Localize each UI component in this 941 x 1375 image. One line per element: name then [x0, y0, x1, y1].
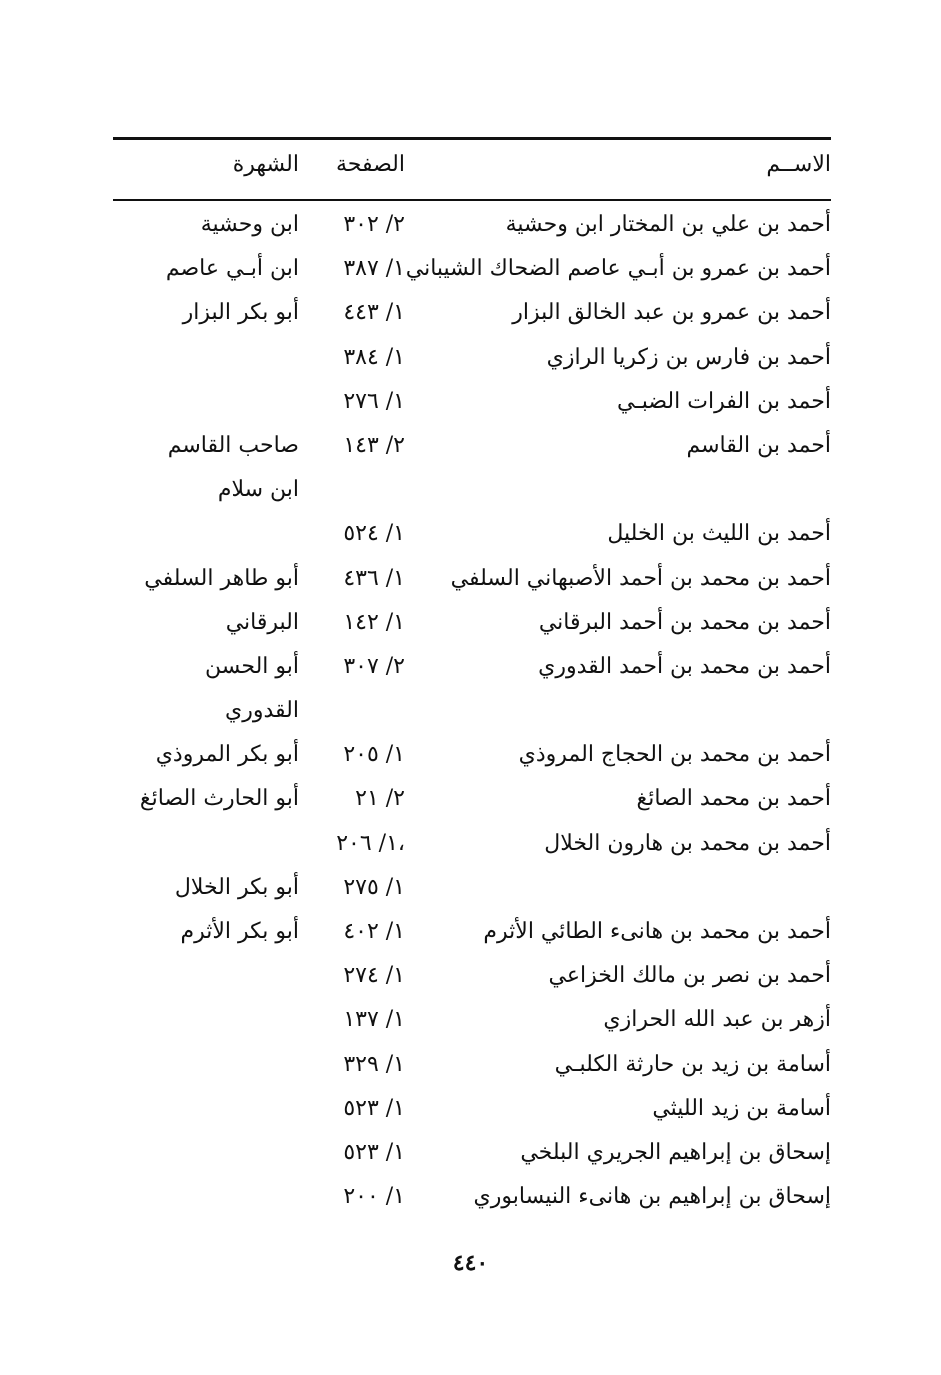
- row-page: ١/ ٤٠٢: [343, 919, 405, 944]
- row-name: أسامة بن زيد الليثي: [652, 1095, 831, 1121]
- header-page: الصفحة: [335, 152, 405, 177]
- row-name: أحمد بن الفرات الضبـي: [616, 388, 831, 414]
- row-page: ١/ ٣٨٧: [343, 256, 405, 282]
- row-page: ١/ ٢٠٥: [343, 742, 405, 768]
- row-page: ١/ ٢٠٠: [343, 1184, 405, 1210]
- table-row: [0, 1047, 941, 1091]
- row-page: ١/ ٣٨٤: [343, 344, 405, 370]
- table-row: [0, 472, 941, 516]
- row-page: ١/ ٢٧٥: [343, 874, 405, 900]
- table-row: [0, 207, 941, 251]
- row-name: إسحاق بن إبراهيم الجريري البلخي: [520, 1139, 831, 1165]
- table-row: [0, 251, 941, 295]
- row-page: ٢/ ٢١: [355, 786, 405, 812]
- row-page: ١/ ٢٠٦،: [336, 830, 405, 856]
- row-name: أسامة بن زيد بن حارثة الكلبـي: [554, 1051, 831, 1077]
- row-fame: أبو الحسن: [205, 653, 299, 679]
- table-row: [0, 516, 941, 560]
- row-page: ١/ ٥٢٤: [343, 521, 405, 547]
- header-rule: [113, 199, 831, 201]
- table-row: [0, 561, 941, 605]
- row-name: إسحاق بن إبراهيم بن هانىء النيسابوري: [473, 1184, 831, 1210]
- row-fame: ابن سلام: [217, 477, 299, 503]
- row-name: أزهر بن عبد الله الحرازي: [603, 1007, 831, 1033]
- row-name: أحمد بن نصر بن مالك الخزاعي: [548, 963, 831, 989]
- table-row: [0, 781, 941, 825]
- row-fame: ابن أبـي عاصم: [165, 256, 299, 282]
- row-name: أحمد بن عمرو بن عبد الخالق البزار: [512, 300, 831, 326]
- row-fame: القدوري: [225, 698, 299, 724]
- row-fame: ابن وحشية: [200, 212, 299, 237]
- table-body: [0, 207, 941, 1223]
- table-row: [0, 605, 941, 649]
- page-number: ٤٤٠: [452, 1250, 489, 1276]
- row-page: ١/ ٥٢٣: [343, 1095, 405, 1121]
- table-row: [0, 1179, 941, 1223]
- table-row: [0, 826, 941, 870]
- header-fame: الشهرة: [232, 152, 299, 177]
- table-row: [0, 1002, 941, 1046]
- row-name: أحمد بن محمد بن أحمد البرقاني: [538, 609, 831, 635]
- row-page: ١/ ١٤٢: [343, 609, 405, 635]
- row-name: أحمد بن فارس بن زكريا الرازي: [546, 344, 831, 370]
- row-fame: أبو طاهر السلفي: [144, 565, 299, 591]
- row-name: أحمد بن محمد الصائغ: [636, 786, 831, 812]
- row-name: أحمد بن محمد بن أحمد الأصبهاني السلفي: [450, 565, 831, 591]
- row-page: ١/ ٣٢٩: [343, 1051, 405, 1077]
- row-page: ٢/ ١٤٣: [343, 432, 405, 458]
- table-row: [0, 340, 941, 384]
- row-name: أحمد بن القاسم: [686, 432, 831, 458]
- table-row: [0, 870, 941, 914]
- row-page: ٢/ ٣٠٢: [343, 212, 405, 237]
- row-page: ١/ ١٣٧: [343, 1007, 405, 1033]
- row-name: أحمد بن الليث بن الخليل: [607, 521, 831, 547]
- table-row: [0, 384, 941, 428]
- table-row: [0, 958, 941, 1002]
- table-row: [0, 737, 941, 781]
- row-page: ١/ ٤٤٣: [343, 300, 405, 326]
- row-fame: صاحب القاسم: [167, 432, 299, 458]
- table-row: [0, 649, 941, 693]
- table-row: [0, 1091, 941, 1135]
- row-fame: أبو بكر المروذي: [155, 742, 299, 768]
- table-row: [0, 914, 941, 958]
- row-fame: أبو بكر البزار: [182, 300, 299, 326]
- row-page: ١/ ٤٣٦: [343, 565, 405, 591]
- row-name: أحمد بن محمد بن هانىء الطائي الأثرم: [483, 919, 831, 944]
- row-fame: أبو بكر الخلال: [174, 874, 299, 900]
- row-name: أحمد بن محمد بن الحجاج المروذي: [518, 742, 831, 768]
- row-name: أحمد بن علي بن المختار ابن وحشية: [505, 212, 831, 237]
- row-page: ١/ ٥٢٣: [343, 1139, 405, 1165]
- row-page: ١/ ٢٧٦: [343, 388, 405, 414]
- row-page: ١/ ٢٧٤: [343, 963, 405, 989]
- row-fame: أبو بكر الأثرم: [180, 919, 299, 944]
- table-header: [0, 147, 941, 183]
- table-row: [0, 1135, 941, 1179]
- table-top-rule: [113, 137, 831, 140]
- table-row: [0, 428, 941, 472]
- table-row: [0, 295, 941, 339]
- row-fame: البرقاني: [225, 609, 299, 635]
- row-name: أحمد بن محمد بن أحمد القدوري: [538, 653, 831, 679]
- row-page: ٢/ ٣٠٧: [343, 653, 405, 679]
- row-name: أحمد بن عمرو بن أبـي عاصم الضحاك الشيباني: [405, 256, 831, 282]
- header-name: الاســم: [766, 152, 831, 177]
- table-row: [0, 693, 941, 737]
- row-fame: أبو الحارث الصائغ: [139, 786, 299, 812]
- row-name: أحمد بن محمد بن هارون الخلال: [544, 830, 831, 856]
